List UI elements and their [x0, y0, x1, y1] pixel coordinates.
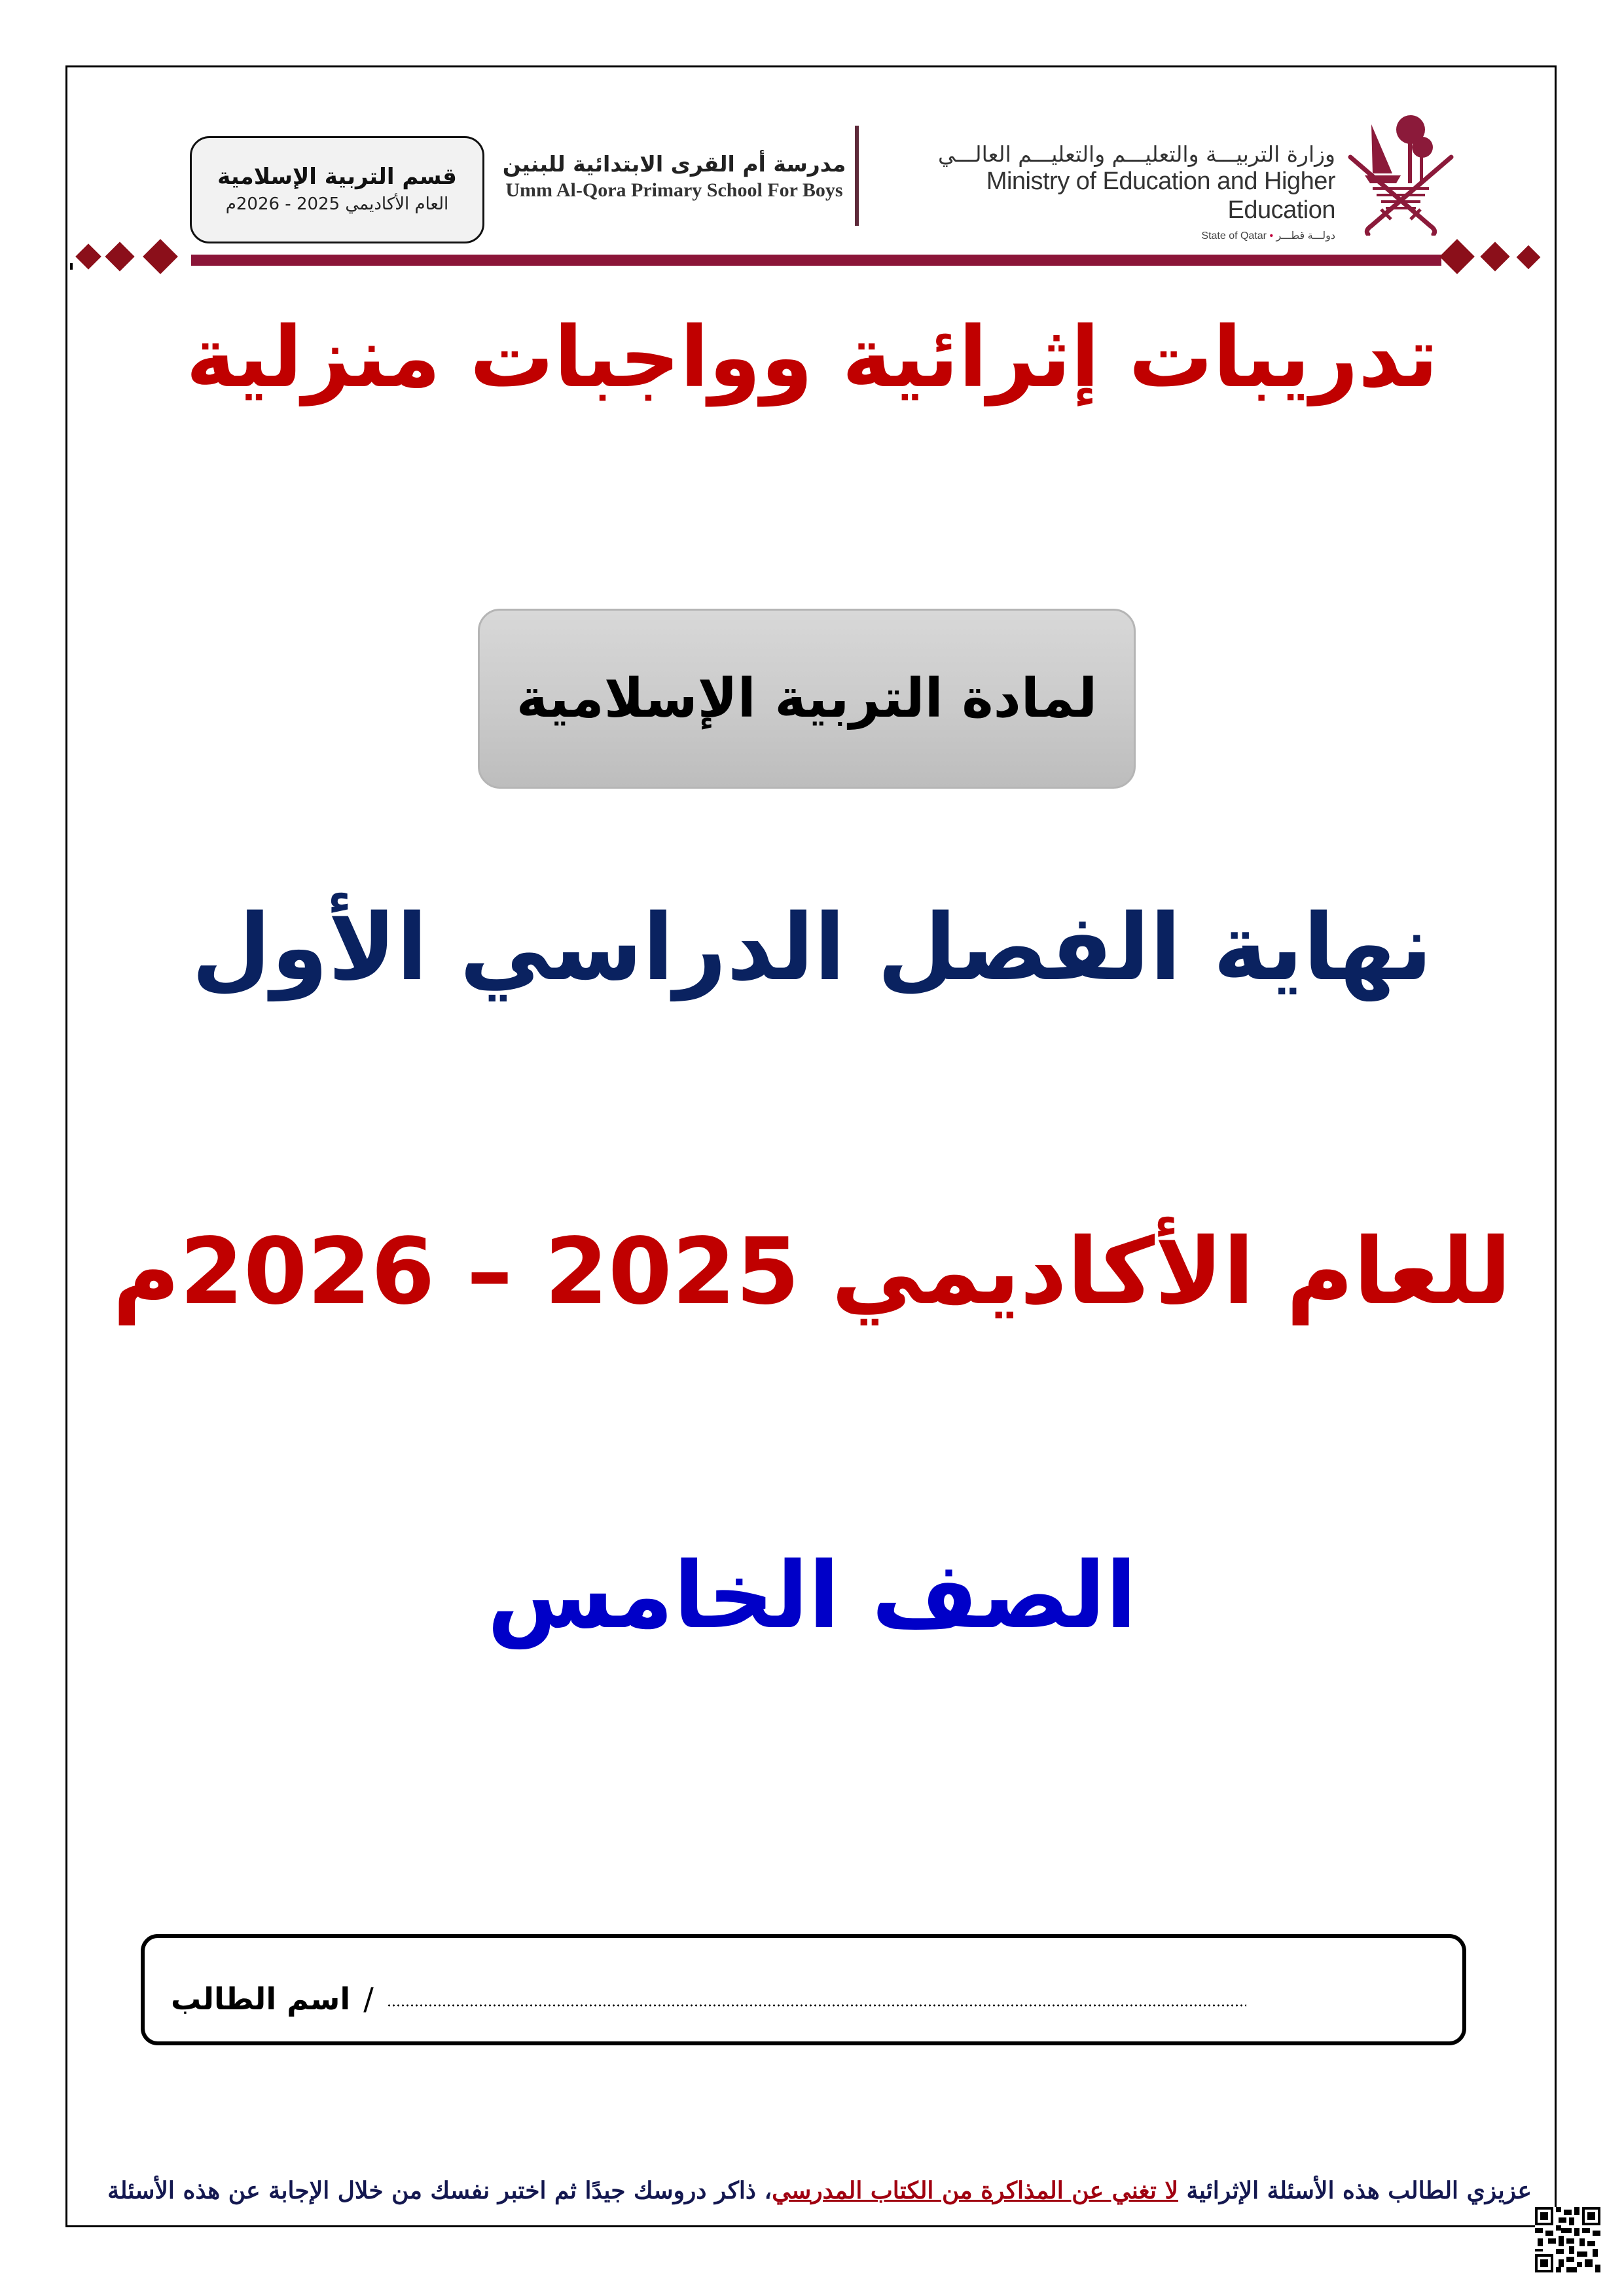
subject-box [478, 609, 1136, 789]
student-name-field[interactable] [387, 2003, 1246, 2009]
term-heading: نهاية الفصل الدراسي الأول [191, 895, 1433, 1001]
text-cursor-mark [70, 263, 73, 270]
department-academic-year: العام الأكاديمي 2025 - 2026م [225, 194, 449, 214]
note-highlight: لا تغني عن المذاكرة من الكتاب المدرسي [772, 2177, 1179, 2204]
ministry-name-arabic: وزارة التربيـــة والتعليـــم والتعليـــم العالـــي [938, 141, 1335, 167]
header-divider [855, 126, 859, 226]
department-box [190, 136, 484, 243]
academic-year-heading: للعام الأكاديمي 2025 – 2026م [113, 1219, 1511, 1325]
subject-title: لمادة التربية الإسلامية [516, 668, 1098, 730]
department-title: قسم التربية الإسلامية [217, 164, 457, 190]
ministry-logo-text [903, 141, 1335, 242]
qr-code-icon [1535, 2207, 1600, 2272]
school-name-arabic: مدرسة أم القرى الابتدائية للبنين [502, 151, 846, 177]
student-name-row [171, 1977, 1246, 2017]
student-name-box [141, 1934, 1466, 2045]
ministry-name-english: Ministry of Education and Higher Education [986, 168, 1335, 224]
grade-heading: الصف الخامس [487, 1543, 1137, 1649]
cover-main-title: تدريبات إثرائية وواجبات منزلية [186, 309, 1438, 406]
state-name-arabic: دولـــة قطـــر [1276, 230, 1335, 242]
header-decorative-bar [191, 255, 1441, 266]
note-text-end: ، ذاكر دروسك جيدًا ثم اختبر نفسك من خلال الإجابة عن هذه الأسئلة [107, 2177, 772, 2204]
student-advice-note [72, 2174, 1532, 2207]
student-name-label: اسم الطالب [171, 1981, 351, 2017]
state-name-english: State of Qatar [1201, 230, 1267, 242]
separator-dot: • [1269, 230, 1274, 242]
state-of-qatar-line [903, 229, 1335, 242]
school-name-block [497, 151, 851, 223]
school-name-english: Umm Al-Qora Primary School For Boys [505, 179, 843, 201]
qatar-state-emblem-icon [1345, 111, 1456, 236]
student-name-separator: / [363, 1981, 374, 2017]
note-text-start: عزيزي الطالب هذه الأسئلة الإثرائية [1178, 2177, 1532, 2204]
